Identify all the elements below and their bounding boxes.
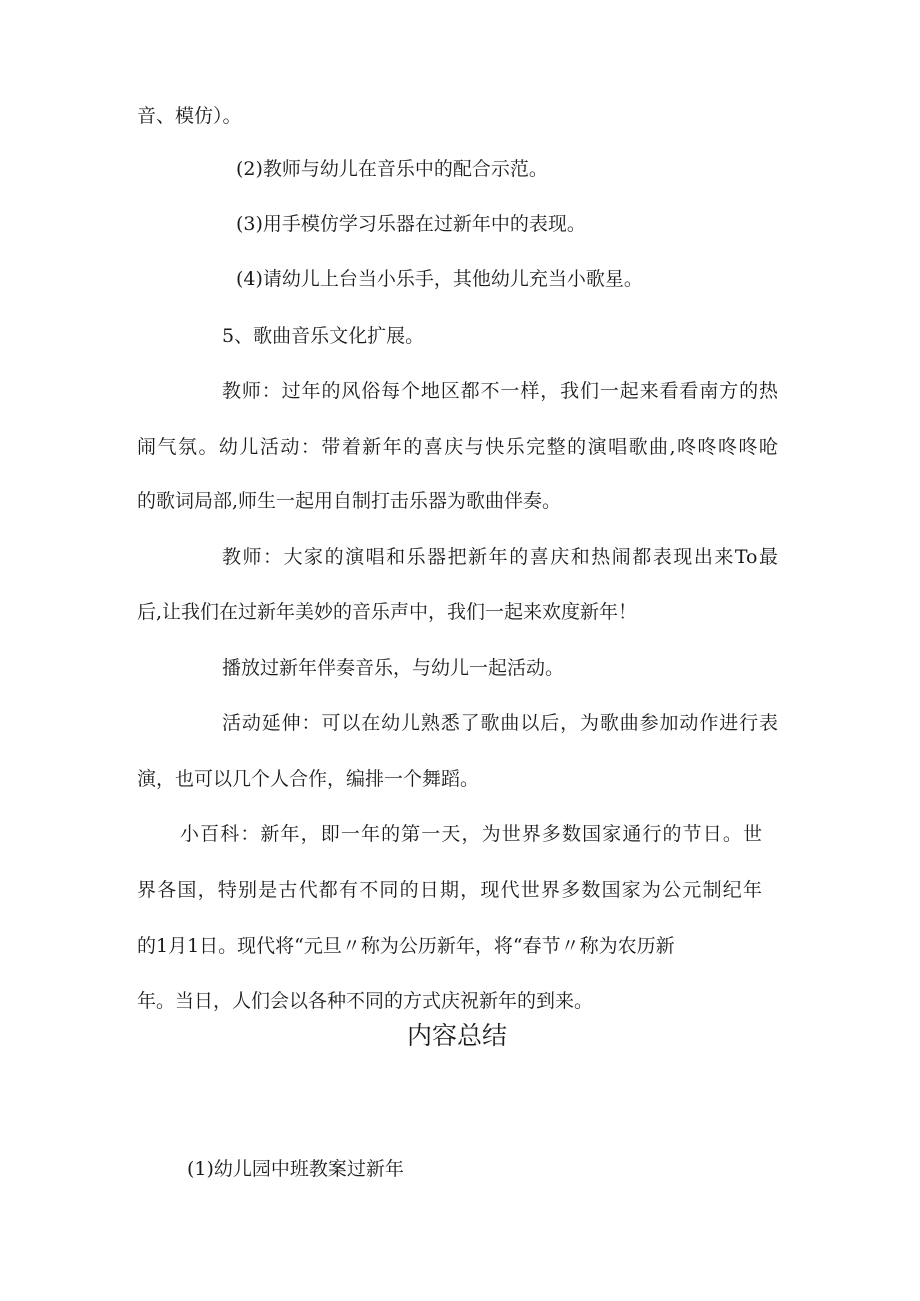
text-line-7: 闹气氛。幼儿活动：带着新年的喜庆与快乐完整的演唱歌曲,咚咚咚咚呛	[137, 436, 778, 458]
text-line-9: 教师：大家的演唱和乐器把新年的喜庆和热闹都表现出来To最	[222, 546, 778, 568]
text-line-17: 年。当日，人们会以各种不同的方式庆祝新年的到来。	[137, 990, 594, 1012]
text-line-4: (4)请幼儿上台当小乐手，其他幼儿充当小歌星。	[236, 268, 643, 290]
text-line-5: 5、歌曲音乐文化扩展。	[222, 325, 425, 347]
text-line-12: 活动延伸：可以在幼儿熟悉了歌曲以后，为歌曲参加动作进行表	[222, 712, 778, 734]
summary-title: 内容总结	[407, 1021, 508, 1050]
text-line-3: (3)用手模仿学习乐器在过新年中的表现。	[236, 213, 586, 235]
text-line-13: 演，也可以几个人合作，编排一个舞蹈。	[137, 768, 480, 790]
text-line-16: 的1月1日。现代将“元旦〃称为公历新年，将“春节〃称为农历新	[137, 935, 675, 957]
text-line-8: 的歌词局部,师生一起用自制打击乐器为歌曲伴奏。	[137, 490, 562, 512]
text-line-1: 音、模仿）。	[137, 105, 242, 127]
text-line-6: 教师：过年的风俗每个地区都不一样，我们一起来看看南方的热	[222, 380, 778, 402]
text-line-2: (2)教师与幼儿在音乐中的配合示范。	[236, 158, 548, 180]
text-line-11: 播放过新年伴奏音乐，与幼儿一起活动。	[222, 657, 565, 679]
summary-item: (1)幼儿园中班教案过新年	[187, 1158, 404, 1180]
text-line-15: 界各国，特别是古代都有不同的日期，现代世界多数国家为公元制纪年	[137, 879, 762, 901]
text-line-10: 后,让我们在过新年美妙的音乐声中，我们一起来欢度新年！	[137, 601, 638, 623]
text-line-14: 小百科：新年，即一年的第一天，为世界多数国家通行的节日。世	[180, 823, 762, 845]
